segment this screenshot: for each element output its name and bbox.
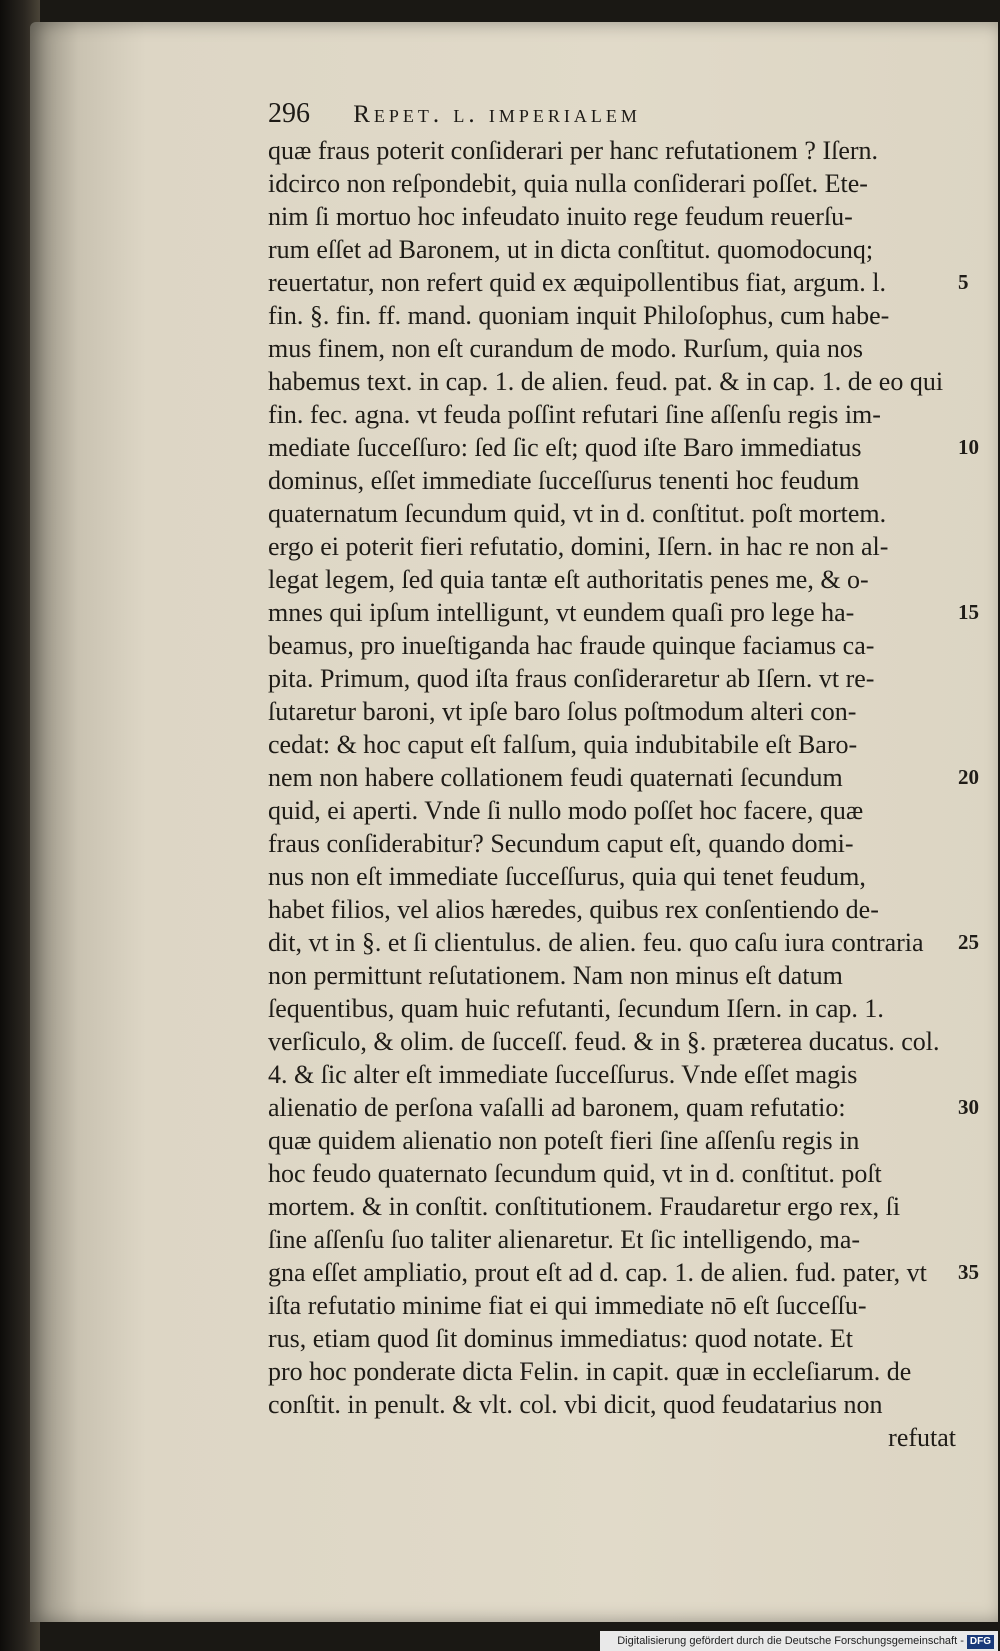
text-line: rum eſſet ad Baronem, ut in dicta conſtitut. quomodocunq; [268, 235, 874, 264]
text-line: alienatio de perſona vaſalli ad baronem, quam refutatio: [268, 1093, 846, 1122]
text-line: gna eſſet ampliatio, prout eſt ad d. cap. 1. de alien. fud. pater, vt [268, 1258, 927, 1287]
dfg-logo: DFG [967, 1635, 994, 1649]
text-line: mnes qui ipſum intelligunt, vt eundem quaſi pro lege ha- [268, 598, 855, 627]
text-line: idcirco non reſpondebit, quia nulla conſiderari poſſet. Ete- [268, 169, 868, 198]
margin-line-number: 15 [958, 600, 979, 624]
text-line: hoc feudo quaternato ſecundum quid, vt in d. conſtitut. poſt [268, 1159, 882, 1188]
text-line: dit, vt in §. et ſi clientulus. de alien. feu. quo caſu iura contraria [268, 928, 924, 957]
text-line: nus non eſt immediate ſucceſſurus, quia qui tenet feudum, [268, 862, 866, 891]
text-line: mediate ſucceſſuro: ſed ſic eſt; quod iſte Baro immediatus [268, 433, 862, 462]
text-line: habemus text. in cap. 1. de alien. feud. pat. & in cap. 1. de eo qui [268, 367, 944, 396]
text-line: fin. fec. agna. vt feuda poſſint refutari ſine aſſenſu regis im- [268, 400, 881, 429]
text-line: nim ſi mortuo hoc infeudato inuito rege feudum reuerſu- [268, 202, 853, 231]
margin-line-number: 5 [958, 270, 969, 294]
text-block [268, 134, 956, 1454]
text-line: reuertatur, non refert quid ex æquipollentibus fiat, argum. l. [268, 268, 886, 297]
text-line: fin. §. fin. ff. mand. quoniam inquit Philoſophus, cum habe- [268, 301, 890, 330]
text-line: beamus, pro inueſtiganda hac fraude quinque faciamus ca- [268, 631, 875, 660]
text-line: 4. & ſic alter eſt immediate ſucceſſurus. Vnde eſſet magis [268, 1060, 858, 1089]
text-line: ergo ei poterit fieri refutatio, domini, Iſern. in hac re non al- [268, 532, 889, 561]
page-header [268, 98, 828, 132]
text-line: conſtit. in penult. & vlt. col. vbi dicit, quod feudatarius non [268, 1390, 883, 1419]
text-line: iſta refutatio minime fiat ei qui immediate nō eſt ſucceſſu- [268, 1291, 867, 1320]
text-line: habet filios, vel alios hæredes, quibus rex conſentiendo de- [268, 895, 879, 924]
margin-line-number: 35 [958, 1260, 979, 1284]
digitization-footer [600, 1631, 998, 1651]
text-line: ſine aſſenſu ſuo taliter alienaretur. Et ſic intelligendo, ma- [268, 1225, 861, 1254]
catchword: refutat [888, 1423, 956, 1452]
text-line: mortem. & in conſtit. conſtitutionem. Fraudaretur ergo rex, ſi [268, 1192, 901, 1221]
text-line: ſutaretur baroni, vt ipſe baro ſolus poſtmodum alteri con- [268, 697, 857, 726]
margin-line-number: 25 [958, 930, 979, 954]
text-line: dominus, eſſet immediate ſucceſſurus tenenti hoc feudum [268, 466, 860, 495]
text-line: quæ fraus poterit conſiderari per hanc refutationem ? Iſern. [268, 136, 879, 165]
text-line: nem non habere collationem feudi quaternati ſecundum [268, 763, 843, 792]
running-title: Repet. l. imperialem [353, 101, 641, 128]
text-line: ſequentibus, quam huic refutanti, ſecundum Iſern. in cap. 1. [268, 994, 884, 1023]
text-line: non permittunt reſutationem. Nam non minus eſt datum [268, 961, 843, 990]
margin-line-number: 20 [958, 765, 979, 789]
text-line: fraus conſiderabitur? Secundum caput eſt, quando domi- [268, 829, 854, 858]
text-line: quid, ei aperti. Vnde ſi nullo modo poſſet hoc facere, quæ [268, 796, 864, 825]
text-line: pita. Primum, quod iſta fraus conſideraretur ab Iſern. vt re- [268, 664, 875, 693]
margin-line-number: 30 [958, 1095, 979, 1119]
text-line: quaternatum ſecundum quid, vt in d. conſtitut. poſt mortem. [268, 499, 887, 528]
text-line: mus finem, non eſt curandum de modo. Rurſum, quia nos [268, 334, 864, 363]
text-line: cedat: & hoc caput eſt falſum, quia indubitabile eſt Baro- [268, 730, 858, 759]
margin-line-number: 10 [958, 435, 979, 459]
text-line: verſiculo, & olim. de ſucceſſ. feud. & in §. præterea ducatus. col. [268, 1027, 940, 1056]
text-line: pro hoc ponderate dicta Felin. in capit. quæ in eccleſiarum. de [268, 1357, 912, 1386]
footer-text: Digitalisierung gefördert durch die Deutsche Forschungsgemeinschaft - [617, 1635, 964, 1647]
text-line: legat legem, ſed quia tantæ eſt authoritatis penes me, & o- [268, 565, 869, 594]
text-line: quæ quidem alienatio non poteſt fieri ſine aſſenſu regis in [268, 1126, 860, 1155]
text-line: rus, etiam quod ſit dominus immediatus: quod notate. Et [268, 1324, 853, 1353]
page-number: 296 [268, 98, 310, 129]
